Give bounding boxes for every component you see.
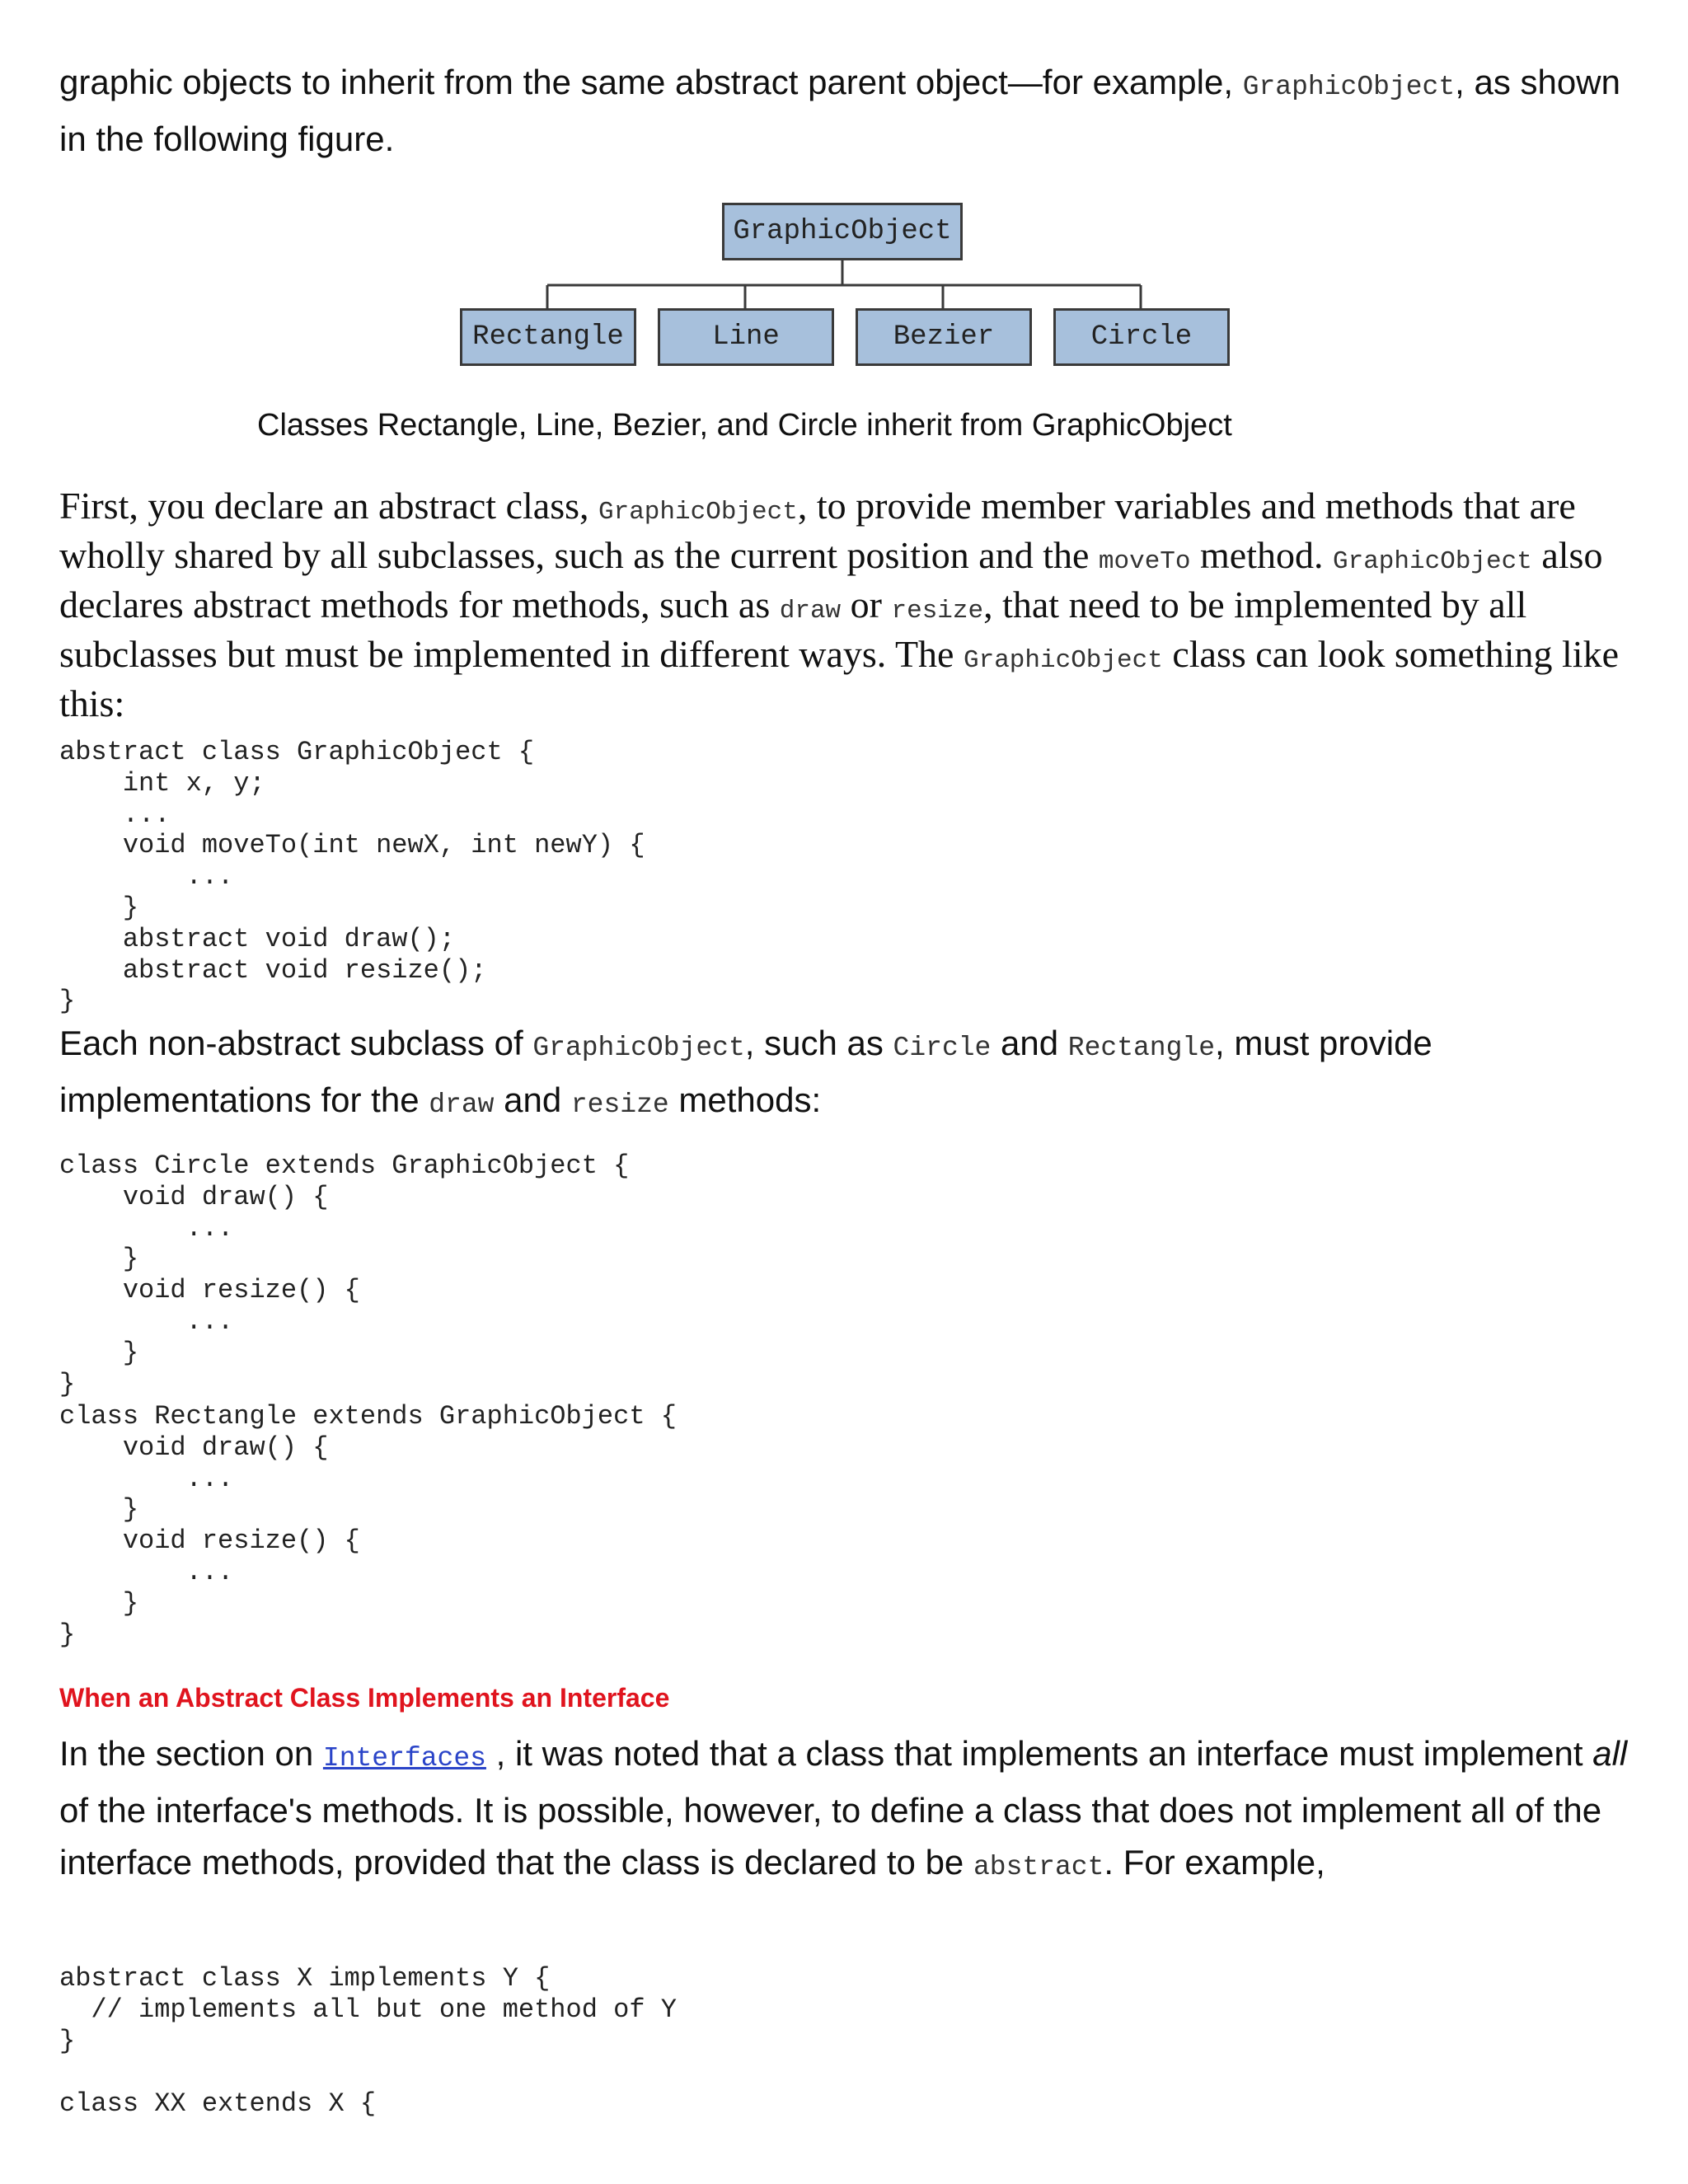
code-block-graphicobject: abstract class GraphicObject { int x, y; ... void moveTo(int newX, int newY) { ... } abstract void draw(); abstract void resize(); } bbox=[59, 737, 645, 1017]
last-text-1: In the section on bbox=[59, 1734, 323, 1773]
first-code-6: GraphicObject bbox=[963, 646, 1163, 675]
child-class-line: Line bbox=[658, 308, 834, 366]
last-text-4: . For example, bbox=[1104, 1843, 1325, 1882]
code-block-rectangle: class Rectangle extends GraphicObject { void draw() { ... } void resize() { ... } } bbox=[59, 1401, 677, 1650]
last-text-3: of the interface's methods. It is possible, however, to define a class that does not implement all of the interface methods, provided that the class is declared to be bbox=[59, 1791, 1602, 1882]
abstract-class-paragraph bbox=[59, 485, 1642, 725]
last-code-abstract: abstract bbox=[973, 1852, 1104, 1882]
first-code-5: resize bbox=[891, 597, 984, 626]
each-code-4: draw bbox=[429, 1090, 495, 1120]
first-code-1: GraphicObject bbox=[598, 498, 798, 527]
parent-class-box: GraphicObject bbox=[722, 203, 963, 260]
each-text-1: Each non-abstract subclass of bbox=[59, 1024, 533, 1062]
first-text-5: or bbox=[841, 583, 892, 626]
code-block-abstract-x: abstract class X implements Y { // implements all but one method of Y } bbox=[59, 1963, 677, 2056]
interface-paragraph bbox=[59, 1727, 1642, 1893]
each-code-1: GraphicObject bbox=[532, 1033, 745, 1063]
first-text-2: , to provide member variables and methods that are wholly shared by all subclasses, such as the current position and the bbox=[59, 485, 1576, 576]
first-code-3: GraphicObject bbox=[1333, 547, 1532, 576]
each-code-3: Rectangle bbox=[1067, 1033, 1216, 1063]
code-block-circle: class Circle extends GraphicObject { void draw() { ... } void resize() { ... } } bbox=[59, 1151, 630, 1399]
child-class-bezier: Bezier bbox=[856, 308, 1032, 366]
first-code-2: moveTo bbox=[1098, 547, 1191, 576]
each-text-2: , such as bbox=[744, 1024, 893, 1062]
first-text-1: First, you declare an abstract class, bbox=[59, 485, 598, 527]
figure-caption: Classes Rectangle, Line, Bezier, and Circle inherit from GraphicObject bbox=[257, 408, 1232, 443]
each-code-2: Circle bbox=[893, 1033, 992, 1063]
intro-paragraph bbox=[59, 56, 1642, 165]
first-text-6: , that need to be implemented by all subclasses but must be implemented in different ways. The bbox=[59, 583, 1527, 675]
section-heading: When an Abstract Class Implements an Interface bbox=[59, 1683, 670, 1713]
each-text-5: and bbox=[494, 1080, 571, 1119]
first-text-4: also declares abstract methods for methods, such as bbox=[59, 534, 1603, 626]
child-class-rectangle: Rectangle bbox=[460, 308, 636, 366]
intro-code-graphicobject: GraphicObject bbox=[1242, 72, 1456, 102]
each-text-3: and bbox=[991, 1024, 1068, 1062]
each-text-6: methods: bbox=[668, 1080, 822, 1119]
child-class-circle: Circle bbox=[1053, 308, 1230, 366]
each-text-4: , must provide implementations for the bbox=[59, 1024, 1432, 1119]
last-text-2: , it was noted that a class that implements an interface must implement bbox=[485, 1734, 1593, 1773]
first-text-7: class can look something like this: bbox=[59, 633, 1619, 724]
intro-text-2: , as shown in the following figure. bbox=[59, 63, 1620, 158]
intro-text-1: graphic objects to inherit from the same abstract parent object—for example, bbox=[59, 63, 1243, 101]
last-emphasis: all bbox=[1592, 1734, 1628, 1773]
code-block-class-xx: class XX extends X { bbox=[59, 2088, 377, 2119]
subclass-paragraph bbox=[59, 1017, 1642, 1131]
first-code-4: draw bbox=[779, 597, 842, 626]
interfaces-link[interactable]: Interfaces bbox=[322, 1743, 486, 1774]
class-hierarchy-diagram bbox=[458, 201, 1233, 371]
first-text-3: method. bbox=[1190, 534, 1333, 576]
each-code-5: resize bbox=[570, 1090, 669, 1120]
